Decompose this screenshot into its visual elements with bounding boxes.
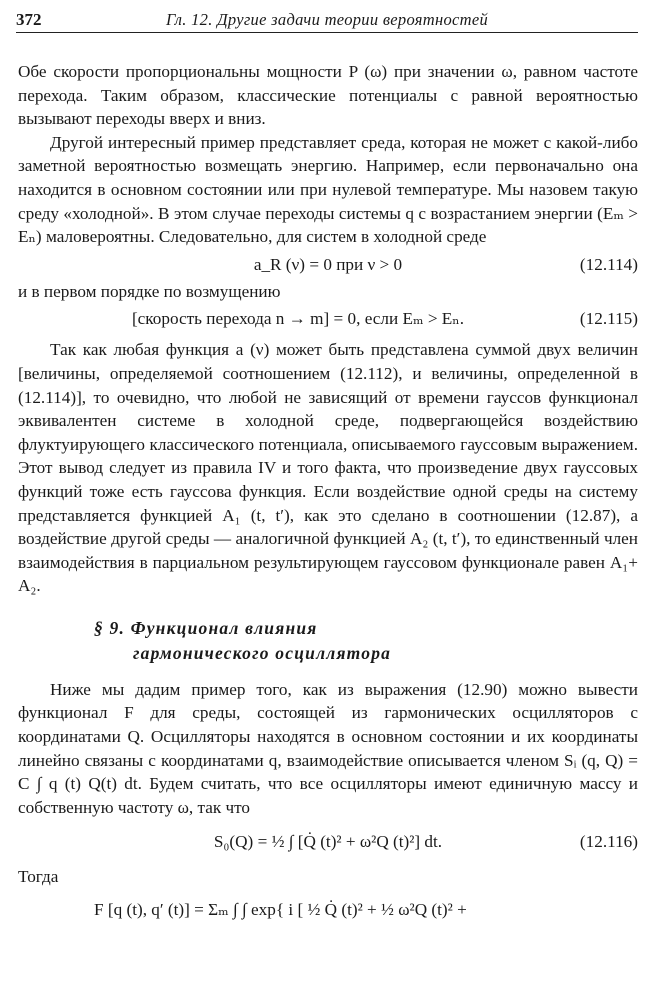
equation-12-115 [18,303,638,334]
page-body [18,60,638,931]
paragraph-4: Так как любая функция a (ν) может быть представлена суммой двух величин [величины, определяемой соотношением (12.112), и величины, определенной в (12.114)], то очевидно, что любой не зависящий от времени гауссов функционал эквивалентен системе в холодной среде, подвергающейся воздействию флуктуирующего классического потенциала, описываемого гауссовым выражением. Этот вывод следует из правила IV и того факта, что произведение двух гауссовых функций тоже есть гауссова функция. Если воздействие одной среды на систему представляется функцией A₁ (t, t′), как это сделано в соотношении (12.87), а воздействие другой среды — аналогичной функцией A₂ (t, t′), то единственный член взаимодействия в парциальном результирующем гауссовом функционале равен A₁+ A₂. [18,340,638,596]
equation-expression: S₀(Q) = ½ ∫ [Q̇ (t)² + ω²Q (t)²] dt. [213,832,443,852]
paragraph-5: Ниже мы дадим пример того, как из выражения (12.90) можно вывести функционал F для среды, состоящей из гармонических осцилляторов с координатами Q. Осцилляторы находятся в основном состоянии и их координаты линейно связаны с координатами q, взаимодействие описывается членом Sᵢ (q, Q) = C ∫ q (t) Q(t) dt. Будем считать, что все осцилляторы имеют единичную массу и собственную частоту ω, так что [18,679,638,817]
equation-number: (12.115) [579,309,638,329]
equation-12-114 [18,249,638,280]
paragraph-6: Тогда [18,867,59,887]
paragraph-1: Обе скорости пропорциональны мощности P (ω) при значении ω, равном частоте перехода. Таким образом, классические потенциалы с равной вероятностью вызывают переходы вверх и вниз. [18,62,638,129]
equation-12-116 [18,819,638,865]
equation-number: (12.114) [579,254,638,274]
paragraph-2: Другой интересный пример представляет среда, которая не может с какой-либо заметной вероятностью возмещать энергию. Например, если первоначально она находится в основном состоянии или при нулевой температуре. Мы назовем такую среду «холодной». В этом случае переходы системы q с возрастанием энергии (Eₘ > Eₙ) маловероятны. Следовательно, для систем в холодной среде [18,132,638,247]
page-header [16,6,638,33]
equation-expression: F [q (t), q′ (t)] = Σₘ ∫ ∫ exp{ i [ ½ Q̇ (t)² + ½ ω²Q (t)² + [94,900,467,920]
page-number: 372 [16,10,42,29]
section-title-line-2: гармонического осциллятора [133,642,392,663]
equation-functional-f [18,889,638,931]
running-title: Гл. 12. Другие задачи теории вероятностей [165,10,489,29]
section-title-line-1: § 9. Функционал влияния [94,617,318,638]
equation-expression: [скорость перехода n → m] = 0, если Eₘ > Eₙ. [131,309,465,329]
paragraph-3: и в первом порядке по возмущению [18,281,281,301]
equation-expression: a_R (ν) = 0 при ν > 0 [253,254,403,274]
equation-number: (12.116) [579,832,638,852]
section-heading [18,616,638,666]
